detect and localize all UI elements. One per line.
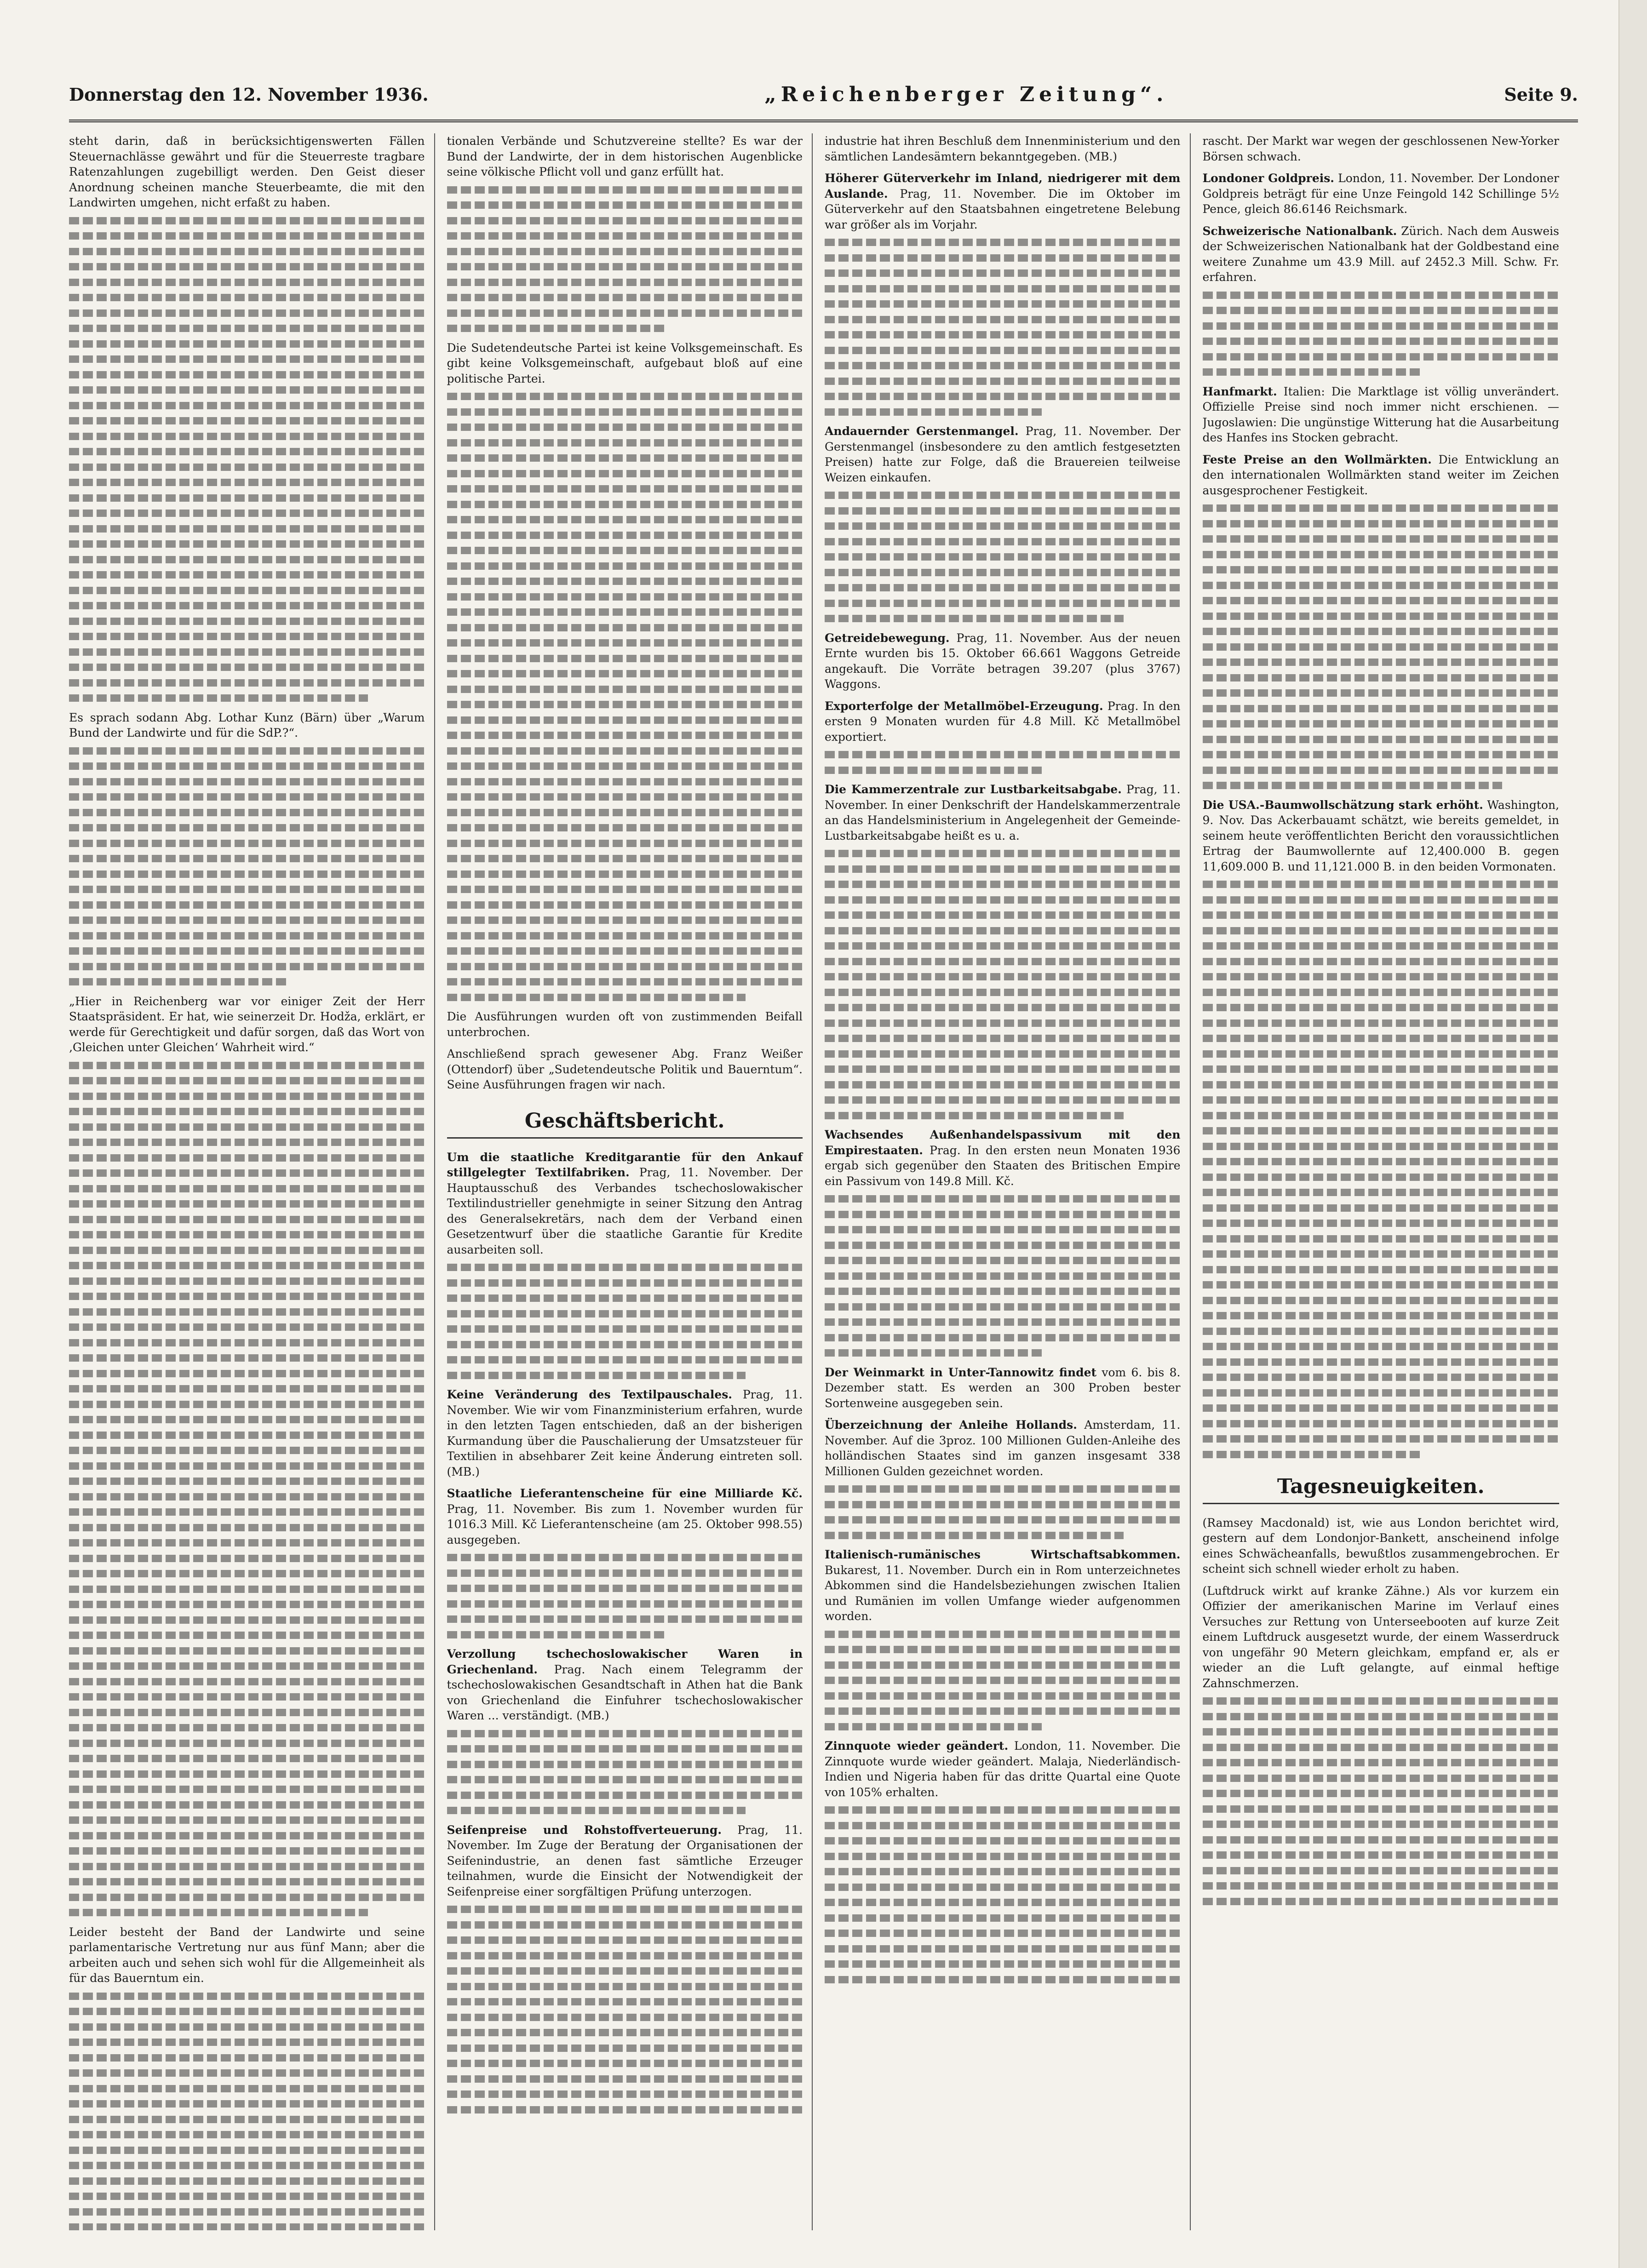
- report-text: Washington, 9. Nov. Das Ackerbauamt schätzt, wie bereits gemeldet, in seinem heute veröffentlichten Bericht den voraussichtlichen Ertrag der Baumwollernte auf 12,400.000 B. gegen 11,609.000 B. und 11,121.000 B. in den beiden Vormonaten.: [1202, 798, 1560, 873]
- illegible-text-block: [1203, 292, 1560, 376]
- article-paragraph: industrie hat ihren Beschluß dem Innenministerium und den sämtlichen Landesämtern bekanntgegeben. (MB.): [825, 134, 1181, 163]
- report-text: Prag, 11. November. Bis zum 1. November wurden für 1016.3 Mill. Kč Lieferantenscheine (am 25. Oktober 998.55) ausgegeben.: [447, 1502, 803, 1546]
- report-headline: Exporterfolge der Metallmöbel-Erzeugung.: [825, 699, 1103, 713]
- report-headline: Wachsendes Außenhandelspassivum mit den Empirestaaten.: [825, 1128, 1181, 1157]
- text-columns: [69, 133, 1568, 2230]
- report-text: vom 6. bis 8. Dezember statt. Es werden an 300 Proben bester Sortenweine ausgegeben sein.: [825, 1365, 1181, 1410]
- article-paragraph: Anschließend sprach gewesener Abg. Franz Weißer (Ottendorf) über „Sudetendeutsche Politik und Bauerntum“. Seine Ausführungen fragen wir nach.: [447, 1047, 803, 1091]
- report-headline: Überzeichnung der Anleihe Hollands.: [825, 1418, 1077, 1432]
- illegible-text-block: [825, 239, 1181, 416]
- report-headline: Hanfmarkt.: [1202, 384, 1277, 398]
- article-paragraph: tionalen Verbände und Schutzvereine stellte? Es war der Bund der Landwirte, der in dem historischen Augenblicke seine völkische Pflicht voll und ganz erfüllt hat.: [447, 134, 803, 178]
- section-title: Tagesneuigkeiten.: [1203, 1475, 1560, 1504]
- report-text: Prag, 11. November. Im Zuge der Beratung der Organisationen der Seifenindustrie, an denen fast sämtliche Erzeuger teilnahmen, wurde die Einsicht der Notwendigkeit der Seifenpreise einer sorgfältigen Prüfung unterzogen.: [447, 1823, 803, 1898]
- issue-date: Donnerstag den 12. November 1936.: [69, 84, 429, 105]
- article-paragraph: Die Sudetendeutsche Partei ist keine Volksgemeinschaft. Es gibt keine Volksgemeinschaft, aufgebaut bloß auf eine politische Partei.: [447, 341, 803, 385]
- article-paragraph: Es sprach sodann Abg. Lothar Kunz (Bärn) über „Warum Bund der Landwirte und für die SdP.?“.: [69, 710, 425, 739]
- report-headline: Getreidebewegung.: [825, 631, 950, 645]
- illegible-text-block: [447, 1554, 803, 1638]
- report-headline: Höherer Güterverkehr im Inland, niedrigerer mit dem Auslande.: [825, 172, 1181, 200]
- report-headline: Andauernder Gerstenmangel.: [825, 424, 1019, 438]
- report-text: Prag, 11. November. In einer Denkschrift der Handelskammerzentrale an das Handelsministerium in Angelegenheit der Gemeinde-Lustbarkeitsabgabe heißt es u. a.: [825, 783, 1181, 842]
- report-text: Prag, 11. November. Die im Oktober im Güterverkehr auf den Staatsbahnen eingetretene Belebung war größer als im Vorjahr.: [825, 187, 1181, 231]
- article-paragraph: steht darin, daß in berücksichtigenswerten Fällen Steuernachlässe gewährt und für die Steuerreste tragbare Ratenzahlungen zugebilligt werden. Den Geist dieser Anordnung scheinen manche Steuerbeamte, die mit den Landwirten umgehen, nicht erfaßt zu haben.: [69, 134, 425, 209]
- report-headline: Die USA.-Baumwollschätzung stark erhöht.: [1202, 798, 1483, 812]
- report-text: Zürich. Nach dem Ausweis der Schweizerischen Nationalbank hat der Goldbestand eine weitere Zunahme um 43.9 Mill. auf 2452.3 Mill. Schw. Fr. erfahren.: [1202, 224, 1559, 284]
- report-text: London, 11. November. Der Londoner Goldpreis beträgt für eine Unze Feingold 142 Schillinge 5½ Pence, gleich 86.6146 Reichsmark.: [1202, 172, 1559, 216]
- report-text: Prag, 11. November. Der Hauptausschuß des Verbandes tschechoslowakischer Textilindustrieller genehmigte in seiner Sitzung den Antrag des Generalsekretärs, nach dem der Verband einen Gesetzentwurf über die staatliche Garantie für Kredite ausarbeiten soll.: [447, 1166, 803, 1256]
- illegible-text-block: [825, 492, 1181, 622]
- report-text: Prag. In den ersten 9 Monaten wurden für 4.8 Mill. Kč Metallmöbel exportiert.: [825, 699, 1181, 744]
- report-headline: Seifenpreise und Rohstoffverteuerung.: [447, 1823, 722, 1837]
- illegible-text-block: [69, 1062, 425, 1917]
- page-number: Seite 9.: [1504, 84, 1578, 105]
- article-paragraph: Die Ausführungen wurden oft von zustimmenden Beifall unterbrochen.: [447, 1010, 803, 1039]
- report-text: Prag, 11. November. Der Gerstenmangel (insbesondere zu den amtlich festgesetzten Preisen) hatte zur Folge, daß die Brauereien teilweise Weizen einkaufen.: [825, 424, 1181, 484]
- report-text: Prag. In den ersten neun Monaten 1936 ergab sich gegenüber den Staaten des Britischen Empire ein Passivum von 149.8 Mill. Kč.: [825, 1143, 1181, 1188]
- article-paragraph: „Hier in Reichenberg war vor einiger Zeit der Herr Staatspräsident. Er hat, wie seinerzeit Dr. Hodža, erklärt, er werde für Gerechtigkeit und dafür sorgen, daß das Wort von ‚Gleichen unter Gleichen‘ Wahrheit wird.“: [69, 994, 425, 1054]
- article-paragraph: Leider besteht der Band der Landwirte und seine parlamentarische Vertretung nur aus fünf Mann; aber die arbeiten auch und sehen sich wohl für die Allgemeinheit als für das Bauerntum ein.: [69, 1925, 425, 1985]
- illegible-text-block: [1203, 1697, 1560, 1905]
- illegible-text-block: [1203, 504, 1560, 789]
- illegible-text-block: [825, 1485, 1181, 1539]
- illegible-text-block: [825, 1195, 1181, 1357]
- illegible-text-block: [825, 850, 1181, 1119]
- report-headline: Staatliche Lieferantenscheine für eine Milliarde Kč.: [447, 1487, 803, 1500]
- illegible-text-block: [69, 1993, 425, 2231]
- column-3: [825, 133, 1191, 2230]
- report-text: Prag, 11. November. Aus der neuen Ernte wurden bis 15. Oktober 66.661 Waggons Getreide angekauft. Die Vorräte betragen 39.207 (plus 3767) Waggons.: [825, 631, 1181, 691]
- illegible-text-block: [825, 1806, 1181, 1983]
- news-item: (Ramsey Macdonald) ist, wie aus London berichtet wird, gestern auf dem Londonjor-Bankett, anscheinend infolge eines Schwächeanfalls, bewußtlos zusammengebrochen. Er scheint sich schnell wieder erholt zu haben.: [1202, 1516, 1559, 1575]
- report-headline: Keine Veränderung des Textilpauschales.: [447, 1388, 733, 1401]
- illegible-text-block: [447, 1906, 803, 2113]
- illegible-text-block: [69, 217, 425, 702]
- report-text: Bukarest, 11. November. Durch ein in Rom unterzeichnetes Abkommen sind die Handelsbeziehungen zwischen Italien und Rumänien im vollen Umfange wieder aufgenommen worden.: [825, 1563, 1181, 1623]
- illegible-text-block: [447, 393, 803, 1001]
- page-header: [69, 69, 1578, 122]
- column-1: [69, 133, 435, 2230]
- illegible-text-block: [825, 1631, 1181, 1730]
- report-text: London, 11. November. Die Zinnquote wurde wieder geändert. Malaja, Niederländisch-Indien und Nigeria haben für das dritte Quartal eine Quote von 105% erhalten.: [825, 1739, 1181, 1799]
- column-4: [1203, 133, 1569, 2230]
- report-headline: Verzollung tschechoslowakischer Waren in Griechenland.: [447, 1647, 803, 1676]
- report-headline: Londoner Goldpreis.: [1202, 172, 1335, 185]
- report-text: Die Entwicklung an den internationalen Wollmärkten stand weiter im Zeichen ausgesprochener Festigkeit.: [1202, 452, 1559, 497]
- report-headline: Schweizerische Nationalbank.: [1202, 224, 1397, 238]
- illegible-text-block: [447, 186, 803, 332]
- illegible-text-block: [825, 751, 1181, 774]
- report-headline: Feste Preise an den Wollmärkten.: [1202, 452, 1432, 466]
- report-text: Prag. Nach einem Telegramm der tschechoslowakischen Gesandtschaft in Athen hat die Bank von Griechenland die Einfuhrer tschechoslowakischer Waren ... verständigt. (MB.): [447, 1662, 803, 1722]
- report-text: Amsterdam, 11. November. Auf die 3proz. 100 Millionen Gulden-Anleihe des holländischen Staates sind im ganzen insgesamt 338 Millionen Gulden gezeichnet worden.: [825, 1418, 1181, 1478]
- news-item: (Luftdruck wirkt auf kranke Zähne.) Als vor kurzem ein Offizier der amerikanischen Marine im Verlauf eines Versuches zur Rettung von Unterseebooten auf kurze Zeit einem Luftdruck ausgesetzt wurde, der einem Wasserdruck von ungefähr 90 Metern gleichkam, empfand er, als er wieder an die Luft gelangte, auf einmal heftige Zahnschmerzen.: [1202, 1584, 1559, 1690]
- illegible-text-block: [447, 1730, 803, 1815]
- report-headline: Um die staatliche Kreditgarantie für den Ankauf stillgelegter Textilfabriken.: [447, 1150, 803, 1179]
- article-paragraph: rascht. Der Markt war wegen der geschlossenen New-Yorker Börsen schwach.: [1202, 134, 1559, 163]
- report-headline: Der Weinmarkt in Unter-Tannowitz findet: [825, 1365, 1097, 1379]
- illegible-text-block: [447, 1264, 803, 1379]
- illegible-text-block: [69, 747, 425, 986]
- section-title: Geschäftsbericht.: [447, 1109, 803, 1139]
- report-headline: Die Kammerzentrale zur Lustbarkeitsabgabe.: [825, 783, 1122, 796]
- report-headline: Zinnquote wieder geändert.: [825, 1739, 1009, 1753]
- newspaper-title: „Reichenberger Zeitung“.: [764, 82, 1168, 106]
- column-2: [447, 133, 813, 2230]
- report-headline: Italienisch-rumänisches Wirtschaftsabkommen.: [825, 1548, 1181, 1561]
- report-text: Italien: Die Marktlage ist völlig unverändert. Offizielle Preise sind noch immer nicht erschienen. — Jugoslawien: Die ungünstige Witterung hat die Ausarbeitung des Hanfes ins Stocken gebracht.: [1202, 384, 1559, 444]
- report-text: Prag, 11. November. Wie wir vom Finanzministerium erfahren, wurde in den letzten Tagen entschieden, daß an der bisherigen Kurmandung über die Pauschalierung der Umsatzsteuer für Textilien in absehbarer Zeit keine Änderung eintreten soll. (MB.): [447, 1388, 803, 1478]
- page-edge: [1618, 0, 1647, 2268]
- illegible-text-block: [1203, 881, 1560, 1458]
